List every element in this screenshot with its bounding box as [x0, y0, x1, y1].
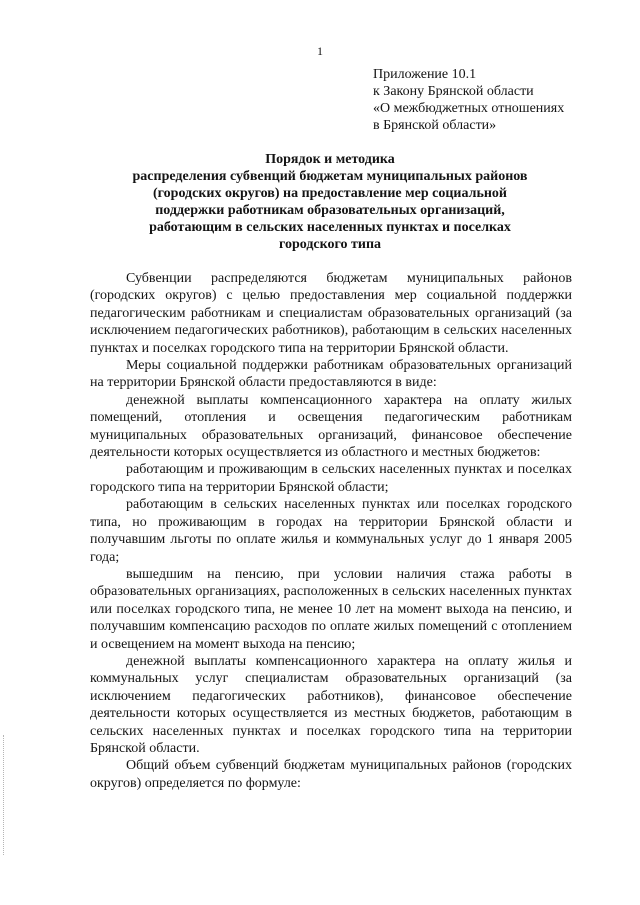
scan-margin-marks: [3, 735, 6, 855]
title-line: Порядок и методика: [265, 152, 395, 167]
body-paragraph: денежной выплаты компенсационного характера на оплату жилых помещений, отопления и освещения педагогическим работникам муниципальных образовательных организаций, финансовое обеспечение деятельности которых осуществляется из областного и местных бюджетов:: [90, 392, 572, 461]
body-paragraph: вышедшим на пенсию, при условии наличия стажа работы в образовательных организациях, расположенных в сельских населенных пунктах или поселках городского типа, не менее 10 лет на момент выхода на пенсию, и получавшим компенсацию расходов по оплате жилых помещений с отоплением и освещением на момент выхода на пенсию;: [90, 566, 572, 652]
title-line: поддержки работникам образовательных организаций,: [155, 203, 505, 218]
body-paragraph: Меры социальной поддержки работникам образовательных организаций на территории Брянской области предоставляются в виде:: [90, 358, 572, 391]
document-body: [90, 270, 572, 792]
title-line: городского типа: [278, 237, 382, 252]
page-number: 1: [317, 44, 323, 58]
body-paragraph: работающим в сельских населенных пунктах или поселках городского типа, но проживающим в городах на территории Брянской области и получавшим льготы по оплате жилья и коммунальных услуг до 1 января 2005 года;: [90, 497, 572, 565]
annex-header: [373, 66, 623, 134]
annex-line: к Закону Брянской области: [373, 84, 534, 99]
annex-line: «О межбюджетных отношениях: [373, 101, 565, 116]
title-line: распределения субвенций бюджетам муниципальных районов: [132, 169, 528, 184]
body-paragraph: Субвенции распределяются бюджетам муниципальных районов (городских округов) с целью предоставления мер социальной поддержки педагогическим работникам и специалистам образовательных организаций (за исключением педагогических работников), работающим в сельских населенных пунктах и поселках городского типа на территории Брянской области.: [90, 271, 572, 356]
body-paragraph: денежной выплаты компенсационного характера на оплату жилья и коммунальных услуг специалистам образовательных организаций (за исключением педагогических работников), финансовое обеспечение деятельности которых осуществляется из местных бюджетов, работающим в сельских населенных пунктах и поселках городского типа на территории Брянской области.: [90, 653, 572, 756]
body-paragraph: Общий объем субвенций бюджетам муниципальных районов (городских округов) определяется по формуле:: [90, 758, 572, 791]
body-paragraph: работающим и проживающим в сельских населенных пунктах и поселках городского типа на территории Брянской области;: [90, 462, 572, 495]
title-line: (городских округов) на предоставление мер социальной: [152, 186, 507, 201]
title-line: работающим в сельских населенных пунктах и поселках: [149, 220, 511, 235]
annex-line: Приложение 10.1: [373, 67, 477, 82]
annex-line: в Брянской области»: [373, 118, 497, 133]
document-title: [90, 151, 570, 253]
